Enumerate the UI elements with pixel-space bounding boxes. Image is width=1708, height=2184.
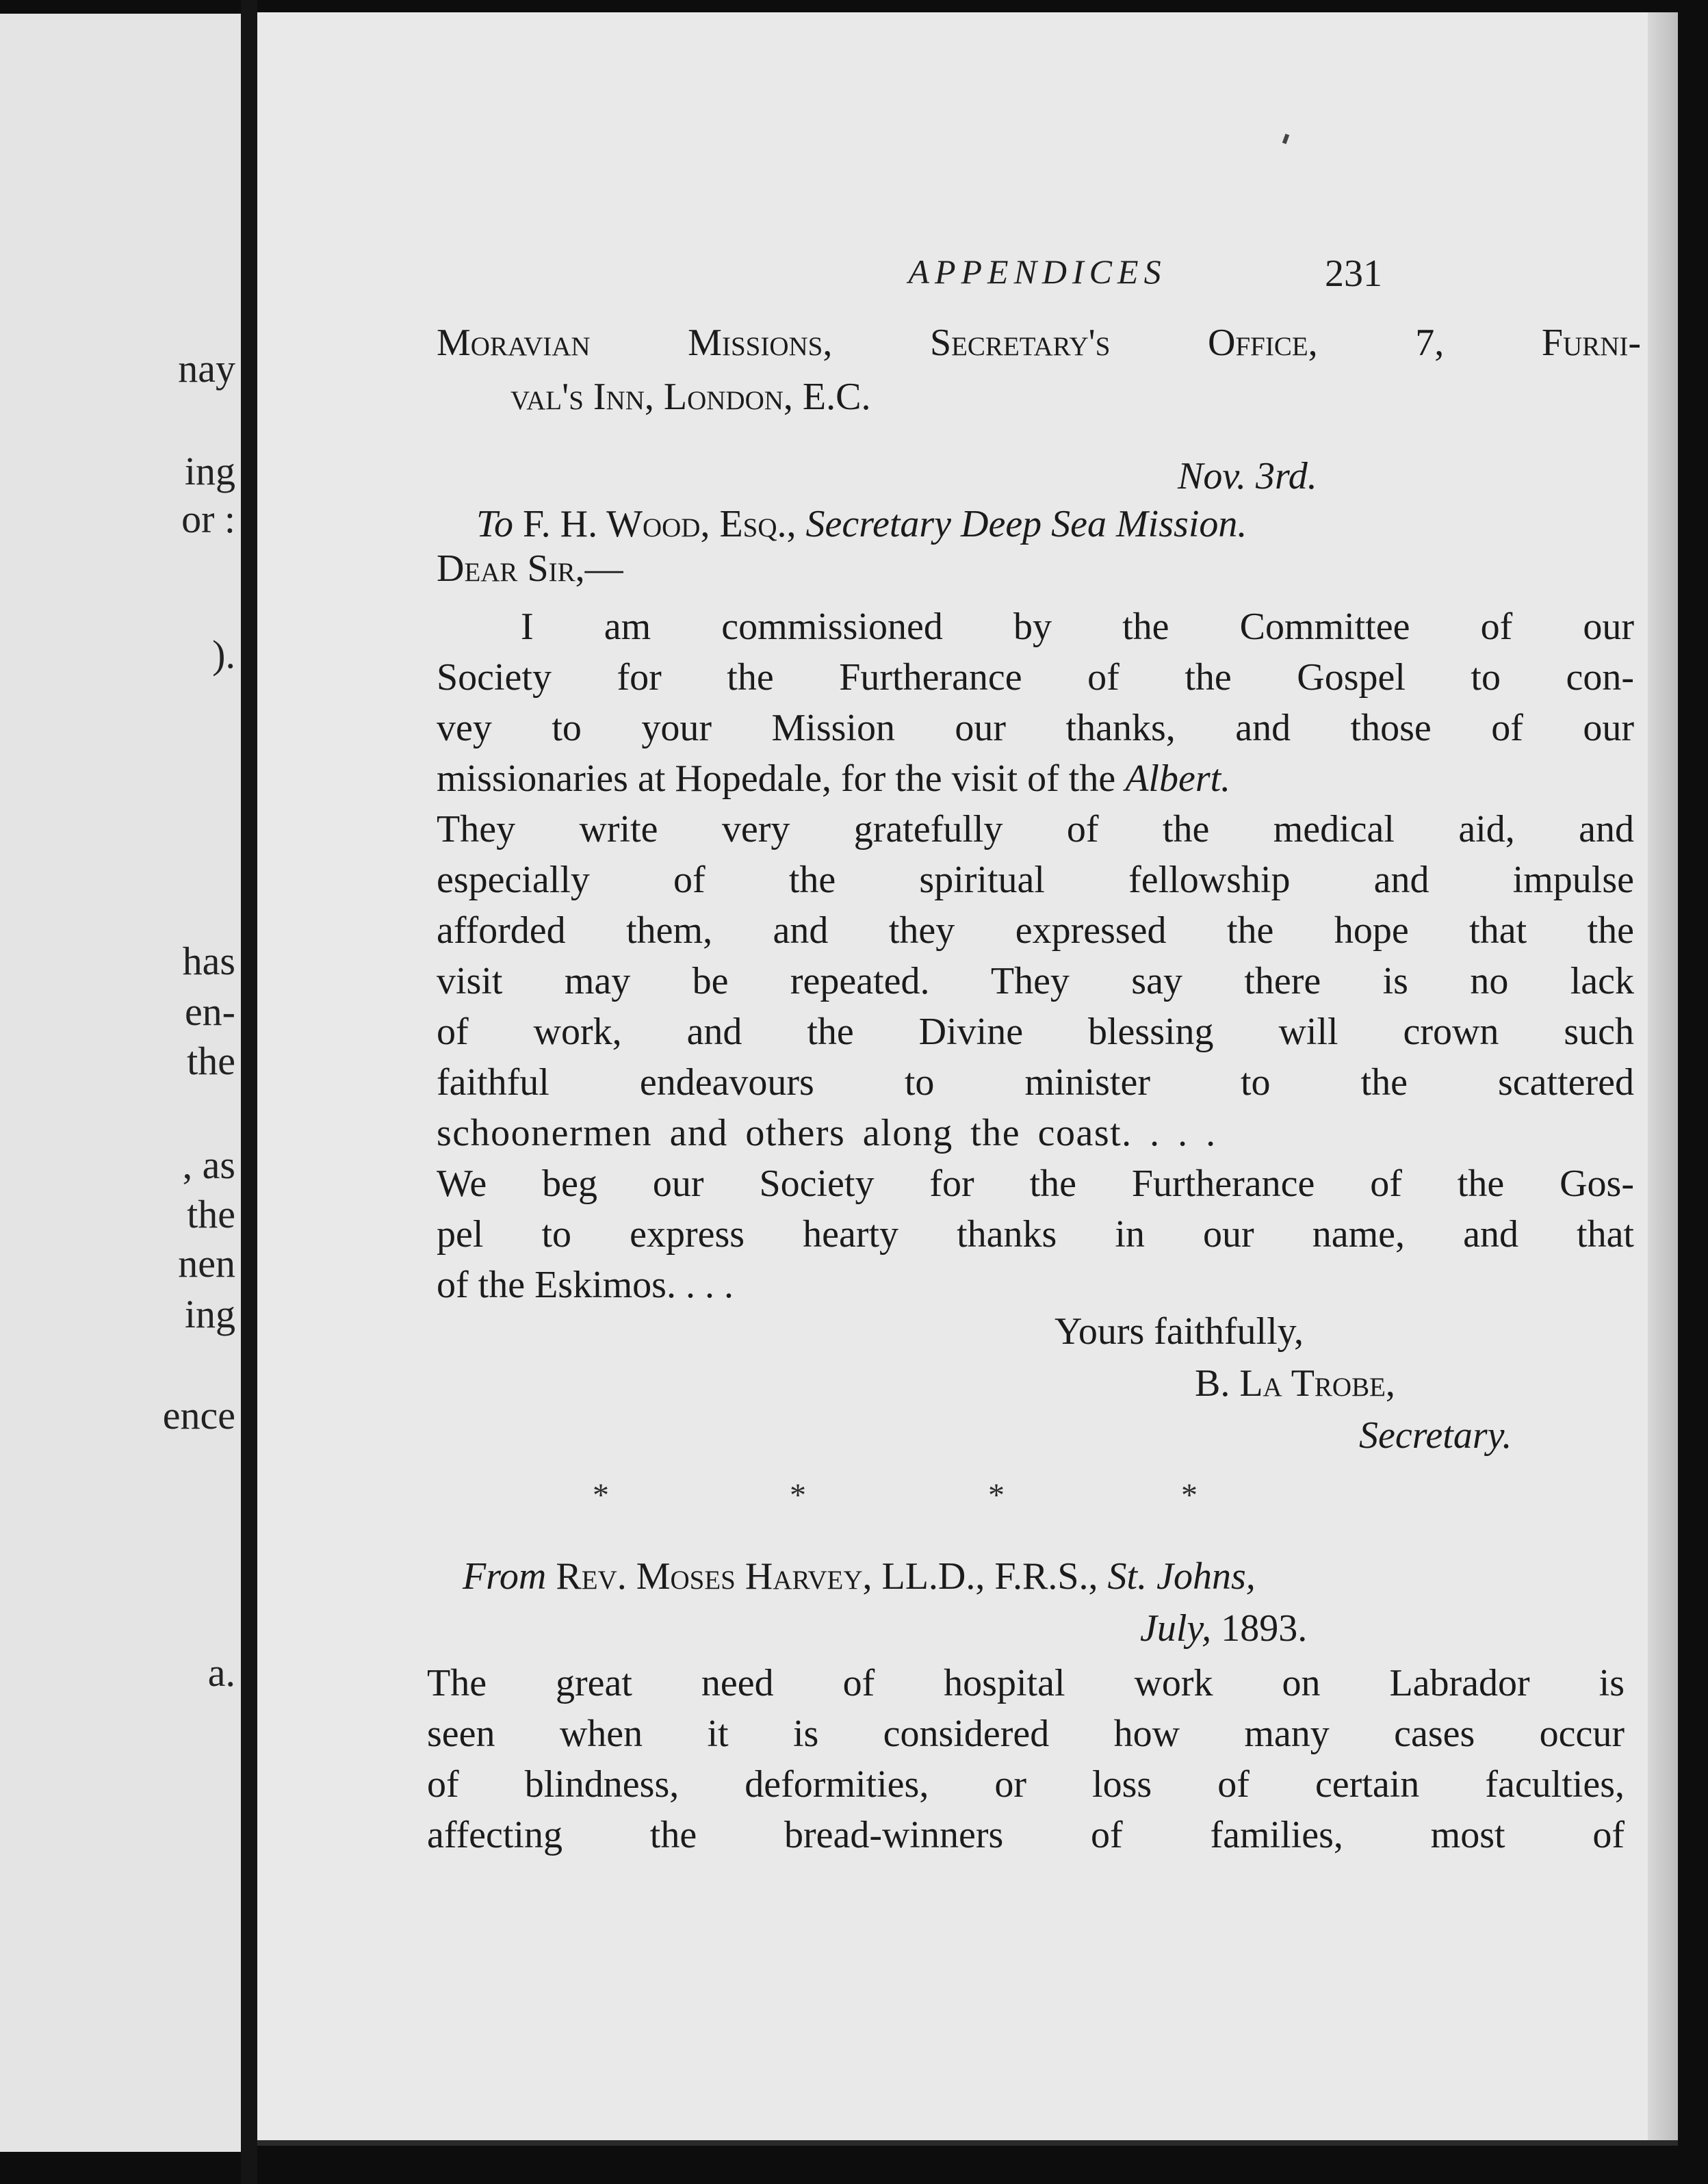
divider-asterisk: *	[988, 1477, 1005, 1513]
left-page-fragment: has	[182, 939, 235, 983]
from-name: Rev. Moses Harvey, LL.D., F.R.S.,	[556, 1555, 1098, 1598]
left-page-fragment: , as	[182, 1143, 235, 1187]
left-page-fragment: a.	[207, 1650, 235, 1695]
signer-title: Secretary.	[1359, 1414, 1512, 1457]
page-number: 231	[1325, 252, 1382, 295]
from-place: St. Johns,	[1107, 1555, 1256, 1598]
running-header: APPENDICES	[908, 252, 1167, 291]
letter-body-line: They write very gratefully of the medical aid, and	[437, 808, 1634, 850]
letter-body-line: We beg our Society for the Furtherance of the Gos-	[437, 1162, 1634, 1205]
letter-body-line: I am commissioned by the Committee of our	[521, 606, 1634, 648]
right-page	[257, 12, 1678, 2146]
second-letter-line: of blindness, deformities, or loss of certain faculties,	[427, 1763, 1625, 1806]
to-label: To	[476, 503, 514, 545]
addressee-line	[476, 505, 1646, 543]
left-page-fragment: ing	[184, 1292, 235, 1336]
letter-body-line: visit may be repeated. They say there is no lack	[437, 960, 1634, 1002]
section-divider	[593, 1477, 1523, 1518]
left-page-fragment: ence	[162, 1393, 235, 1438]
signer-name: B. La Trobe,	[1195, 1362, 1395, 1405]
date-month: July,	[1140, 1607, 1212, 1650]
from-line	[463, 1557, 1633, 1596]
addressee-title: Secretary Deep Sea Mission.	[805, 503, 1247, 545]
letter-date: Nov. 3rd.	[1178, 455, 1317, 497]
left-page-fragment: or :	[181, 497, 235, 541]
page-edge	[1648, 12, 1678, 2140]
left-page-fragment: ).	[212, 632, 235, 677]
letter-body-line: Society for the Furtherance of the Gospel to con-	[437, 656, 1634, 699]
second-letter-date	[1140, 1609, 1307, 1648]
left-page-fragment: the	[187, 1039, 235, 1083]
left-page-fragment: nay	[178, 346, 235, 391]
letter-body-line: of work, and the Divine blessing will crown such	[437, 1011, 1634, 1053]
addressee-name: F. H. Wood, Esq.,	[523, 503, 797, 545]
divider-asterisk: *	[1181, 1477, 1198, 1513]
second-letter-line: The great need of hospital work on Labrador is	[427, 1662, 1625, 1704]
letter-body-line: pel to express hearty thanks in our name, and that	[437, 1213, 1634, 1256]
letter-body-line: faithful endeavours to minister to the scattered	[437, 1061, 1634, 1104]
address-line-1: Moravian Missions, Secretary's Office, 7, Furni-	[437, 322, 1641, 364]
closing: Yours faithfully,	[1054, 1310, 1304, 1353]
second-letter-line: seen when it is considered how many cases occur	[427, 1713, 1625, 1755]
from-label: From	[463, 1555, 547, 1598]
letter-body-line: vey to your Mission our thanks, and those of our	[437, 707, 1634, 749]
left-page-fragment: en-	[184, 989, 235, 1034]
address-line-2: val's Inn, London, E.C.	[510, 376, 871, 418]
divider-asterisk: *	[593, 1477, 609, 1513]
letter-body-line: schoonermen and others along the coast. . . .	[437, 1112, 1217, 1154]
left-page-fragment: nen	[178, 1241, 235, 1286]
letter-body-line: afforded them, and they expressed the hope that the	[437, 909, 1634, 952]
left-page-fragment: ing	[184, 449, 235, 493]
salutation: Dear Sir,—	[437, 547, 623, 590]
date-year: 1893.	[1221, 1607, 1308, 1650]
left-page-fragment: the	[187, 1192, 235, 1236]
second-letter-line: affecting the bread-winners of families, most of	[427, 1814, 1625, 1856]
letter-body-text: missionaries at Hopedale, for the visit of the	[437, 757, 1116, 800]
ship-name: Albert.	[1125, 757, 1231, 800]
ink-speck	[1282, 133, 1289, 144]
divider-asterisk: *	[790, 1477, 806, 1513]
letter-body-line: especially of the spiritual fellowship and impulse	[437, 859, 1634, 901]
book-gutter	[241, 0, 257, 2184]
letter-body-line	[437, 759, 1634, 798]
letter-body-line: of the Eskimos. . . .	[437, 1264, 734, 1306]
left-page	[0, 14, 245, 2152]
